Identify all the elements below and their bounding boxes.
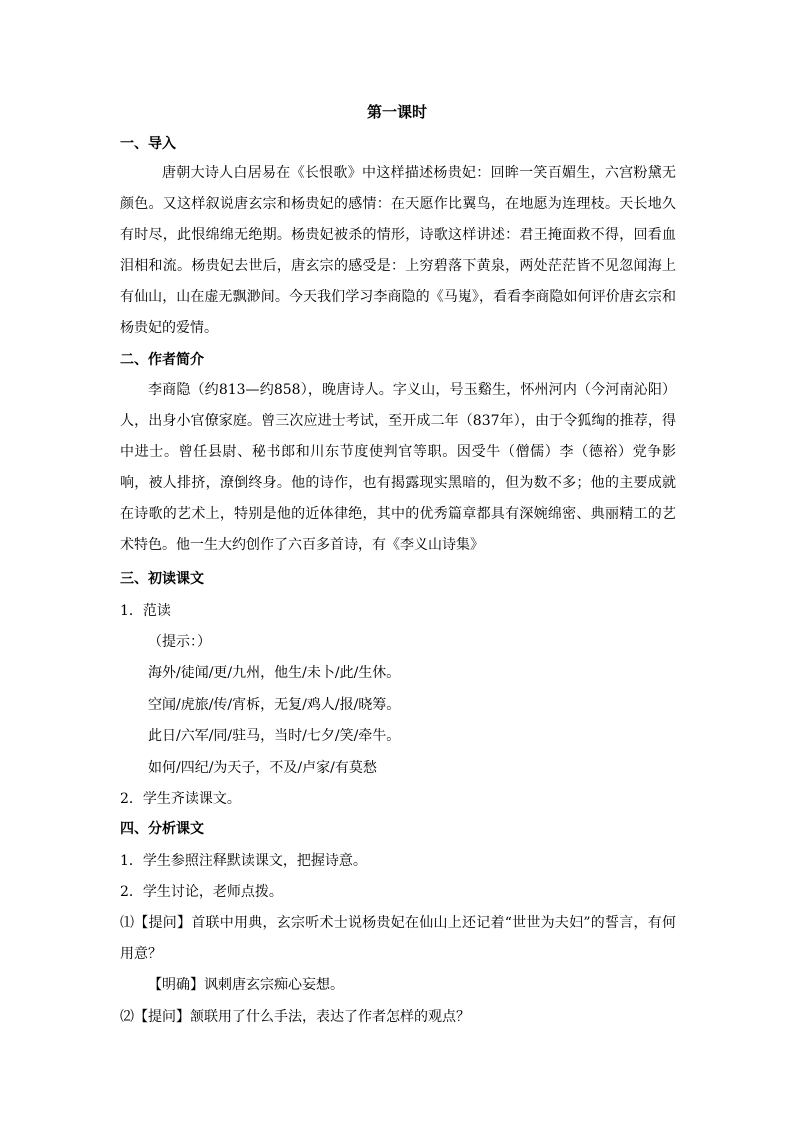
question-1: ⑴【提问】首联中用典，玄宗听术士说杨贵妃在仙山上还记着“世世为夫妇”的誓言，有何用意？: [120, 915, 676, 962]
question-2: ⑵【提问】颔联用了什么手法，表达了作者怎样的观点？: [120, 1009, 470, 1025]
reading-hint: （提示：）: [148, 634, 211, 650]
intro-paragraph: 唐朝大诗人白居易在《长恨歌》中这样描述杨贵妃：回眸一笑百媚生，六宫粉黛无颜色。又这样叙说唐玄宗和杨贵妃的感情：在天愿作比翼鸟，在地愿为连理枝。天长地久有时尽，此恨绵绵无绝期。杨贵妃被杀的情形，诗歌这样讲述：君王掩面救不得，回看血泪相和流。杨贵妃去世后，唐玄宗的感受是：上穷碧落下黄泉，两处茫茫皆不见忽闻海上有仙山，山在虚无飘渺间。今天我们学习李商隐的《马嵬》，看看李商隐如何评价唐玄宗和杨贵妃的爱情。: [120, 165, 676, 336]
author-paragraph: 李商隐（约813—约858），晚唐诗人。字义山，号玉谿生，怀州河内（今河南沁阳）人，出身小官僚家庭。曾三次应进士考试，至开成二年（837年），由于令狐绹的推荐，得中进士。曾任县尉、秘书郎和川东节度使判官等职。因受牛（僧儒）李（德裕）党争影响，被人排挤，潦倒终身。他的诗作，也有揭露现实黑暗的，但为数不多；他的主要成就在诗歌的艺术上，特别是他的近体律绝，其中的优秀篇章都具有深婉绵密、典丽精工的艺术特色。他一生大约创作了六百多首诗，有《李义山诗集》: [120, 382, 676, 553]
section-heading-author: 二、作者简介: [120, 352, 204, 368]
answer-1: 【明确】讽刺唐玄宗痴心妄想。: [148, 977, 344, 993]
poem-line-4: 如何/四纪/为天子，不及/卢家/有莫愁: [148, 760, 377, 776]
section-heading-intro: 一、导入: [120, 136, 176, 152]
section-heading-analysis: 四、分析课文: [120, 821, 204, 837]
analysis-item-1: 1．学生参照注释默读课文，把握诗意。: [120, 853, 367, 869]
poem-line-1: 海外/徒闻/更/九州，他生/未卜/此/生休。: [148, 665, 401, 681]
reading-item-2: 2．学生齐读课文。: [120, 791, 241, 807]
poem-line-3: 此日/六军/同/驻马，当时/七夕/笑/牵牛。: [148, 728, 401, 744]
analysis-item-2: 2．学生讨论，老师点拨。: [120, 884, 283, 900]
reading-item-1: 1．范读: [120, 603, 171, 619]
page-title: 第一课时: [366, 103, 427, 121]
poem-line-2: 空闻/虎旅/传/宵柝，无复/鸡人/报/晓筹。: [148, 697, 401, 713]
section-heading-reading: 三、初读课文: [120, 571, 204, 587]
